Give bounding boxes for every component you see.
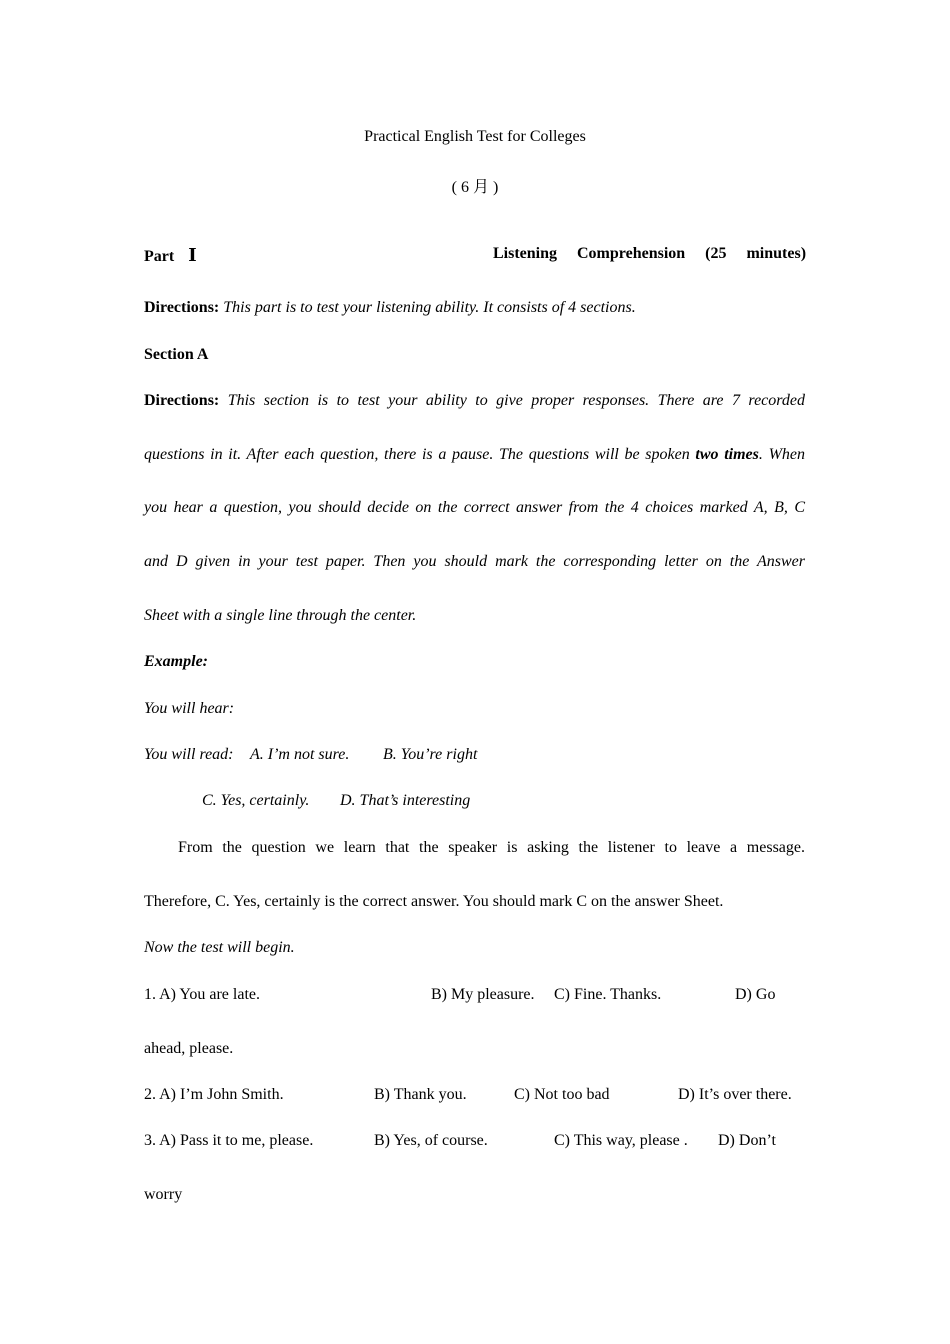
document-title: Practical English Test for Colleges bbox=[364, 128, 586, 145]
q1-option-d: D) Go bbox=[735, 986, 776, 1003]
section-directions-line-2 bbox=[144, 446, 805, 464]
q2-option-c: C) Not too bad bbox=[514, 1086, 610, 1103]
directions-label: Directions: bbox=[144, 299, 220, 316]
q3-option-d: D) Don’t bbox=[718, 1132, 776, 1149]
q3-option-d-continued: worry bbox=[144, 1186, 183, 1203]
section-heading: Section A bbox=[144, 346, 209, 363]
section-directions-text-2c: . When bbox=[758, 446, 806, 463]
example-option-c: C. Yes, certainly. bbox=[202, 792, 310, 809]
part-title-word-4: minutes) bbox=[746, 245, 807, 262]
emphasis-two-times: two times bbox=[695, 446, 759, 463]
example-option-d: D. That’s interesting bbox=[340, 792, 471, 809]
part-word: Part bbox=[144, 248, 175, 265]
section-directions-line-5: Sheet with a single line through the center. bbox=[144, 607, 417, 624]
section-directions-text-2a: questions in it. After each question, there is a pause. The questions will be spoken bbox=[144, 446, 696, 463]
part-directions bbox=[144, 299, 636, 317]
part-title-word-1: Listening bbox=[493, 245, 558, 262]
q2-option-d: D) It’s over there. bbox=[678, 1086, 792, 1103]
section-directions-line-3: you hear a question, you should decide on the correct answer from the 4 choices marked A, B, C bbox=[144, 499, 805, 516]
example-option-b: B. You’re right bbox=[383, 746, 478, 763]
q1-option-c: C) Fine. Thanks. bbox=[554, 986, 662, 1003]
q2-option-b: B) Thank you. bbox=[374, 1086, 467, 1103]
example-option-a: A. I’m not sure. bbox=[250, 746, 350, 763]
section-directions-label: Directions: bbox=[144, 392, 220, 409]
month-label: ( 6 月 ) bbox=[451, 179, 499, 196]
example-explanation-line-2: Therefore, C. Yes, certainly is the correct answer. You should mark C on the answer Sheet. bbox=[144, 893, 724, 910]
directions-text: This part is to test your listening ability. It consists of 4 sections. bbox=[219, 299, 636, 316]
q1-option-a: 1. A) You are late. bbox=[144, 986, 260, 1003]
q3-option-a: 3. A) Pass it to me, please. bbox=[144, 1132, 314, 1149]
q3-option-c: C) This way, please . bbox=[554, 1132, 688, 1149]
part-title-word-3: (25 bbox=[705, 245, 727, 262]
q1-option-d-continued: ahead, please. bbox=[144, 1040, 234, 1057]
example-label: Example: bbox=[144, 653, 208, 670]
test-begin-note: Now the test will begin. bbox=[144, 939, 295, 956]
part-title-word-2: Comprehension bbox=[577, 245, 686, 262]
q2-option-a: 2. A) I’m John Smith. bbox=[144, 1086, 284, 1103]
example-hear: You will hear: bbox=[144, 700, 235, 717]
part-title bbox=[493, 245, 806, 263]
example-explanation-line-1: From the question we learn that the speaker is asking the listener to leave a message. bbox=[178, 839, 805, 856]
section-directions-text-1: This section is to test your ability to give proper responses. There are 7 recorded bbox=[219, 392, 805, 409]
section-directions-line-4: and D given in your test paper. Then you should mark the corresponding letter on the Answer bbox=[144, 553, 805, 570]
part-numeral: Ⅰ bbox=[188, 245, 197, 265]
q1-option-b: B) My pleasure. bbox=[431, 986, 535, 1003]
section-directions-line-1 bbox=[144, 392, 805, 410]
example-read-label: You will read: bbox=[144, 746, 234, 763]
part-label bbox=[144, 245, 197, 266]
q3-option-b: B) Yes, of course. bbox=[374, 1132, 488, 1149]
